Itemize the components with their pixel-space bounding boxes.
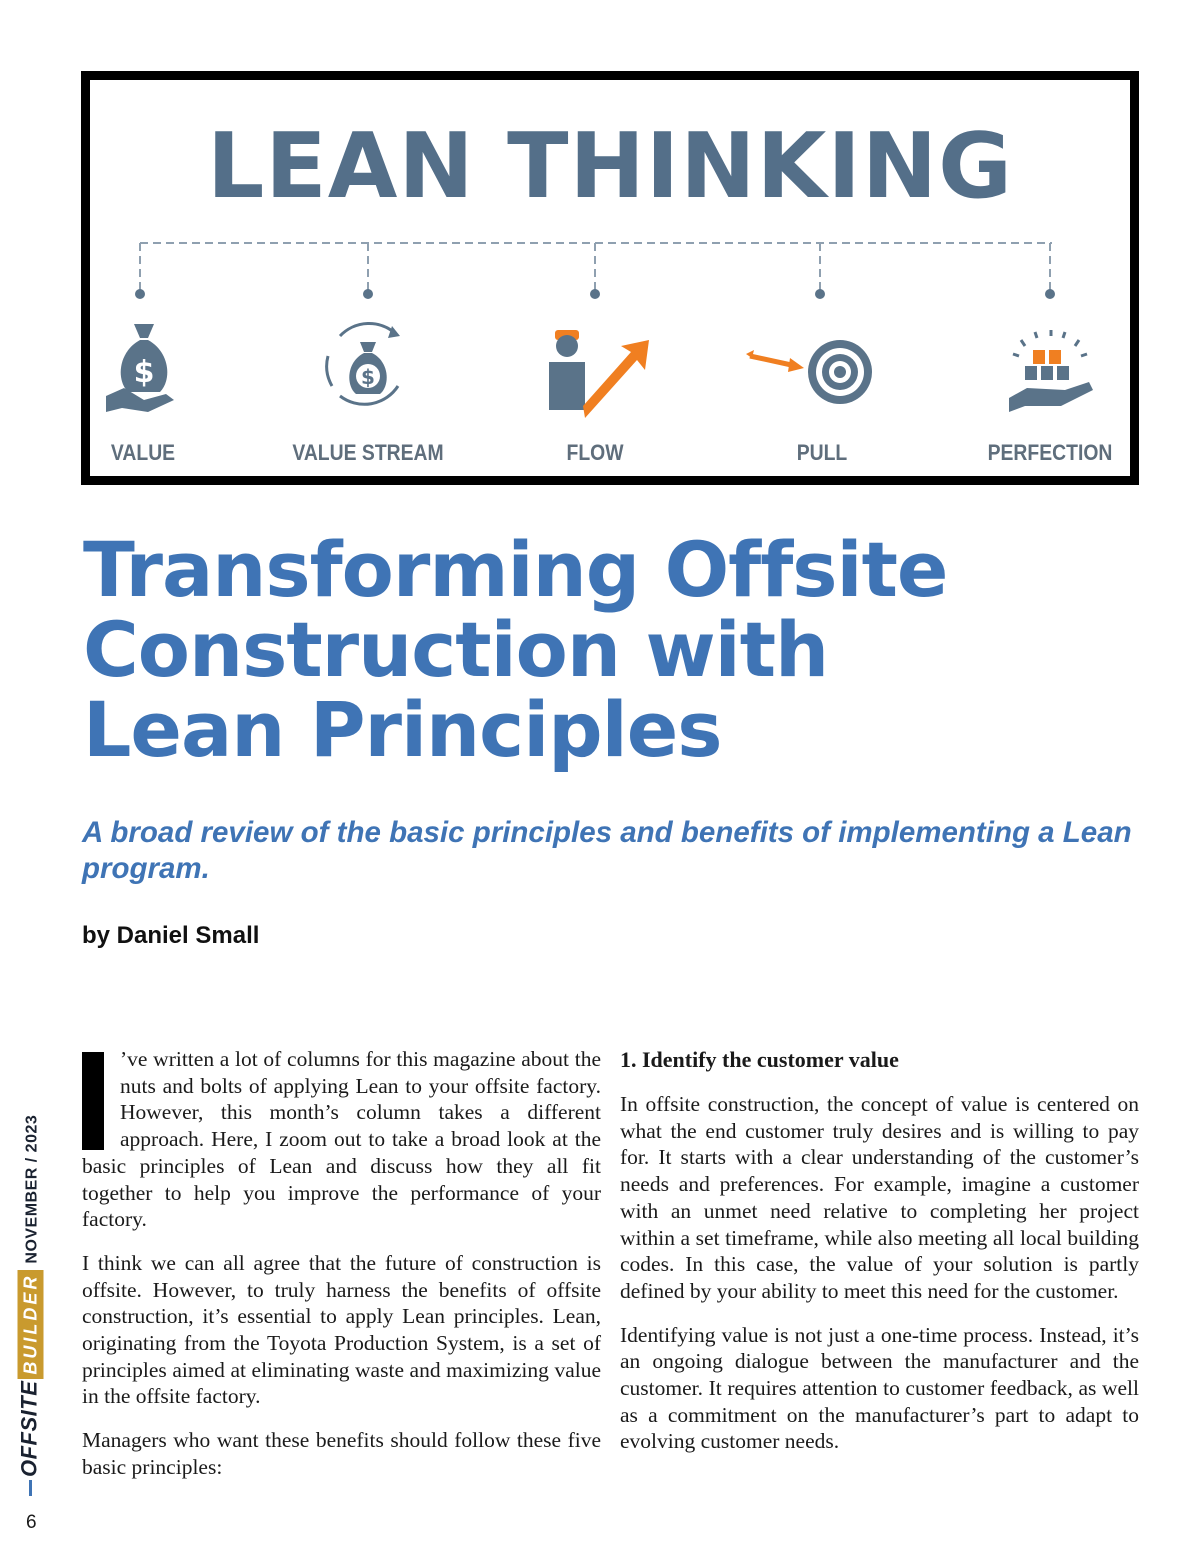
- folio-text: [17, 1115, 46, 1477]
- label-flow: FLOW: [566, 440, 624, 465]
- left-column: [82, 1046, 601, 1498]
- folio-rule: [29, 1480, 32, 1496]
- title-line-1: Transforming Offsite: [83, 525, 948, 614]
- page-number: 6: [26, 1512, 37, 1533]
- article-title: [83, 525, 1083, 774]
- article-dek: A broad review of the basic principles and benefits of implementing a Lean program.: [82, 816, 1132, 885]
- hero-image: [81, 71, 1139, 485]
- label-perfection: PERFECTION: [987, 440, 1113, 465]
- svg-text:$: $: [133, 355, 155, 390]
- paragraph-2: I think we can all agree that the future of construction is offsite. However, to truly harness the benefits of offsite construction, it’s essential to apply Lean principles. Lean, originating from the Toyota Production System, is a set of principles aimed at eliminating waste and maximizing value in the offsite factory.: [82, 1250, 601, 1409]
- hero-title: LEAN THINKING: [206, 114, 1014, 219]
- side-folio: [16, 1114, 46, 1477]
- svg-text:$: $: [361, 365, 375, 389]
- label-pull: PULL: [796, 440, 848, 465]
- person-arrow-icon: [545, 326, 655, 421]
- money-bag-cycle-icon: [318, 316, 418, 416]
- hand-blocks-icon: [1005, 320, 1095, 420]
- publication-name: OFFSITE: [16, 1380, 42, 1477]
- title-line-3: Lean Principles: [83, 685, 722, 774]
- money-bag-hand-icon: [104, 316, 184, 416]
- section-heading: 1. Identify the customer value: [620, 1047, 899, 1072]
- paragraph-intro-text: ’ve written a lot of columns for this magazine about the nuts and bolts of applying Lean to your offsite factory. However, this month’s column takes a different approach. Here, I zoom out to take a broad look at the basic principles of Lean and discuss how they all fit together to help you improve the performance of your factory.: [82, 1047, 601, 1232]
- title-line-2: Construction with: [83, 605, 829, 694]
- right-column: [620, 1046, 1139, 1472]
- paragraph-4: In offsite construction, the concept of value is centered on what the end customer truly desires and is willing to pay for. It starts with a clear understanding of the customer’s needs and preferences. For example, imagine a customer with an unmet need relative to completing her project within a set timeframe, while also meeting all local building codes. In this case, the value of your solution is partly defined by your ability to meet this need for the customer.: [620, 1092, 1139, 1303]
- paragraph-intro: [82, 1046, 601, 1233]
- paragraph-5: Identifying value is not just a one-time process. Instead, it’s an ongoing dialogue between the manufacturer and the customer. It requires attention to customer feedback, as well as a commitment on the manufacturer’s part to adapt to evolving customer needs.: [620, 1322, 1139, 1454]
- paragraph-3: Managers who want these benefits should follow these five basic principles:: [82, 1428, 601, 1479]
- label-value: VALUE: [110, 440, 176, 465]
- arrow-target-icon: [740, 330, 880, 420]
- label-value-stream: VALUE STREAM: [292, 440, 444, 465]
- issue-date: NOVEMBER / 2023: [23, 1114, 41, 1264]
- byline: by Daniel Small: [82, 922, 260, 949]
- drop-cap: [82, 1052, 104, 1150]
- publication-name-tag: BUILDER: [18, 1270, 44, 1379]
